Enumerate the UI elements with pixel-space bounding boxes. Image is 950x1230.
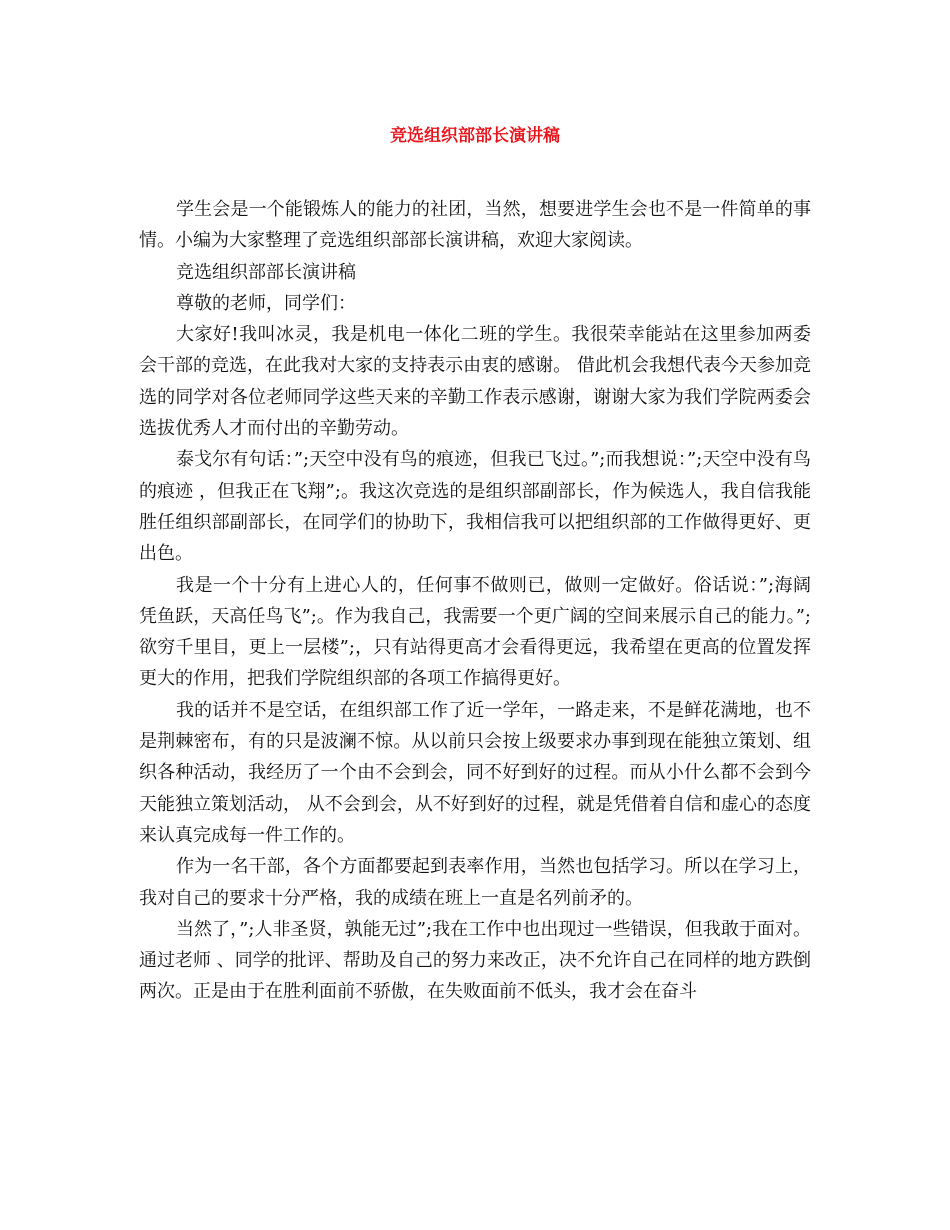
paragraph-subtitle: 竞选组织部部长演讲稿 bbox=[176, 261, 356, 283]
paragraph-tagore: 泰戈尔有句话：”;天空中没有鸟的痕迹，但我已飞过。”;而我想说：”;天空中没有鸟的痕迹 ，但我正在飞翔”;。我这次竞选的是组织部副部长，作为候选人，我自信我能胜任组织部副部长，在同学们的协助下，我相信我可以把组织部的工作做得更好、更出色。 bbox=[139, 449, 811, 565]
paragraph-greeting: 大家好!我叫冰灵，我是机电一体化二班的学生。我很荣幸能站在这里参加两委会干部的竞选，在此我对大家的支持表示由衷的感谢。 借此机会我想代表今天参加竞选的同学对各位老师同学这些天来的辛勤工作表示感谢，谢谢大家为我们学院两委会选拔优秀人才而付出的辛勤劳动。 bbox=[139, 324, 811, 440]
paragraph-experience: 我的话并不是空话，在组织部工作了近一学年，一路走来，不是鲜花满地，也不是荆棘密布，有的只是波澜不惊。从以前只会按上级要求办事到现在能独立策划、组织各种活动，我经历了一个由不会到会，同不好到好的过程。而从小什么都不会到今天能独立策划活动， 从不会到会，从不好到好的过程，就是凭借着自信和虚心的态度来认真完成每一件工作的。 bbox=[139, 699, 811, 846]
paragraph-mistakes: 当然了，”;人非圣贤，孰能无过”;我在工作中也出现过一些错误，但我敢于面对。通过老师 、同学的批评、帮助及自己的努力来改正，决不允许自己在同样的地方跌倒两次。正是由于在胜利面前不骄傲，在失败面前不低头，我才会在奋斗 bbox=[139, 918, 811, 1003]
paragraph-study: 作为一名干部，各个方面都要起到表率作用，当然也包括学习。所以在学习上，我对自己的要求十分严格，我的成绩在班上一直是名列前矛的。 bbox=[139, 856, 811, 909]
document-body bbox=[139, 194, 811, 1008]
paragraph-salutation: 尊敬的老师，同学们： bbox=[176, 292, 356, 314]
paragraph-intro: 学生会是一个能锻炼人的能力的社团，当然，想要进学生会也不是一件简单的事情。小编为大家整理了竞选组织部部长演讲稿，欢迎大家阅读。 bbox=[139, 199, 811, 252]
document-title: 竞选组织部部长演讲稿 bbox=[390, 126, 560, 146]
paragraph-ambition: 我是一个十分有上进心人的，任何事不做则已，做则一定做好。俗话说：”;海阔凭鱼跃，天高任鸟飞”;。作为我自己，我需要一个更广阔的空间来展示自己的能力。”;欲穷千里目，更上一层楼”;，只有站得更高才会看得更远，我希望在更高的位置发挥更大的作用，把我们学院组织部的各项工作搞得更好。 bbox=[139, 574, 811, 690]
